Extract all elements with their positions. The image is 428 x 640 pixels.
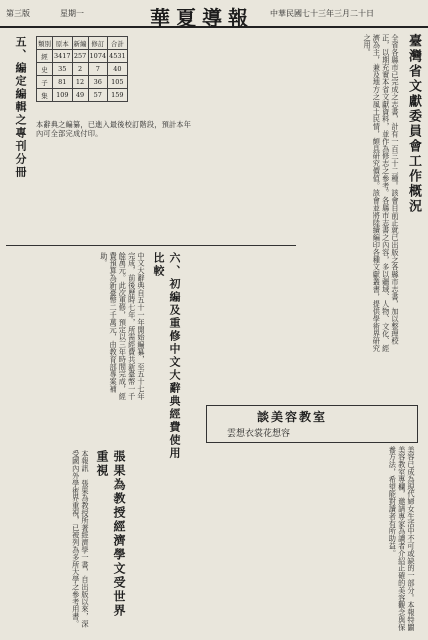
table-cell: 12 xyxy=(72,76,88,89)
table-cell: 105 xyxy=(108,76,128,89)
weekday: 星期一 xyxy=(60,9,84,18)
stats-table xyxy=(36,36,128,102)
newspaper-title: 華夏導報 xyxy=(150,6,254,30)
issue-date: 中華民國七十三年三月二十日 xyxy=(270,9,374,18)
table-cell: 1074 xyxy=(88,50,108,63)
table-cell: 7 xyxy=(88,63,108,76)
table-cell: 35 xyxy=(53,63,73,76)
beauty-title: 談美容教室 xyxy=(257,410,328,424)
table-cell: 49 xyxy=(72,89,88,102)
right-section-title: 臺灣省文獻委員會工作概況 xyxy=(406,34,421,214)
table-cell: 史 xyxy=(37,63,53,76)
table-cell: 集 xyxy=(37,89,53,102)
table-cell: 159 xyxy=(108,89,128,102)
table-section-title: 五、編定編輯之專刊分冊 xyxy=(14,36,27,179)
table-row xyxy=(37,50,128,63)
table-cell: 3417 xyxy=(53,50,73,63)
table-cell: 36 xyxy=(88,76,108,89)
beauty-subtitle: 雲想衣裳花想容 xyxy=(227,429,291,439)
page-label: 第三版 xyxy=(6,9,30,18)
table-row xyxy=(37,89,128,102)
table-cell: 109 xyxy=(53,89,73,102)
table-cell: 81 xyxy=(53,76,73,89)
beauty-header-box xyxy=(206,405,418,443)
middle-section-body: 中文大辭典自五十一年開始編纂，至五十七年完成，前後歷時七年，所需經費共新臺幣一千餘萬元。此次重修，預定以三年時間完成，經費預算為新臺幣二千萬元，由教育部專案補助。 xyxy=(99,252,146,400)
table-cell: 經 xyxy=(37,50,53,63)
header-cell: 合計 xyxy=(108,37,128,50)
middle-section-title: 六、初編及重修中文大辭典經費使用比較 xyxy=(152,252,181,460)
table-cell: 40 xyxy=(108,63,128,76)
table-note: 本辭典之編纂，已進入最後校訂階段，預計本年內可全部完成付印。 xyxy=(36,120,192,139)
table-cell: 2 xyxy=(72,63,88,76)
right-section-body: 全省各縣市已完成之志書，計有一百三十二種。該會目前正就已出版之各縣市志書，加以整理校正，以期充實本省文獻資料，並作為修志之參考。各縣市志書之內容，多以疆域、人物、文化、經濟為主，兼及地方之風土民情，頗具研究價值。該會並將陸續編印各種文獻叢書，提供學術界研究之用。 xyxy=(363,34,400,353)
header-cell: 修訂 xyxy=(88,37,108,50)
table-cell: 子 xyxy=(37,76,53,89)
header-cell: 新編 xyxy=(72,37,88,50)
table-cell: 4531 xyxy=(108,50,128,63)
table-cell: 57 xyxy=(88,89,108,102)
header-cell: 類別 xyxy=(37,37,53,50)
beauty-body: 美容已成為現代婦女生活中不可或缺的一部分。本報特闢美容教室專欄，邀請專家為讀者介紹正確的美容觀念與保養方法，希望能對讀者有所助益。 xyxy=(388,446,416,631)
masthead xyxy=(0,0,428,28)
table-row xyxy=(37,76,128,89)
table-row xyxy=(37,63,128,76)
table-cell: 257 xyxy=(72,50,88,63)
table-header-row xyxy=(37,37,128,50)
divider xyxy=(6,245,296,246)
header-cell: 原本 xyxy=(53,37,73,50)
feature-body: 本報訊 張果為教授所著經濟學一書，自出版以來，深受國內外學術界重視，已被列為多所大學之參考用書。 xyxy=(71,450,90,628)
feature-title: 張果為教授經濟學文受世界重視 xyxy=(95,450,126,618)
